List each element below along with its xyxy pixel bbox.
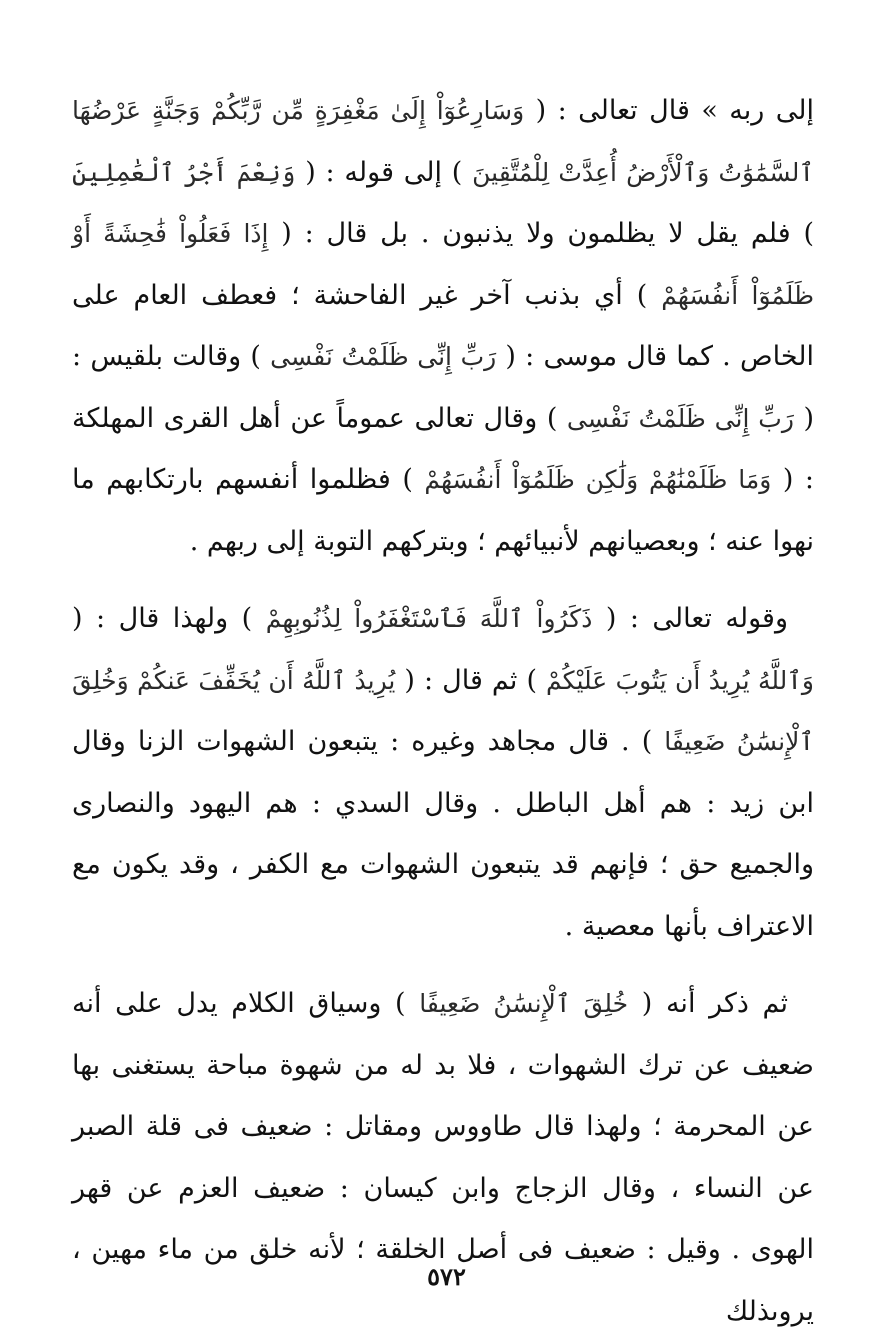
page-number: ٥٧٢ xyxy=(427,1262,466,1291)
text-segment: ثم ذكر أنه ( xyxy=(628,988,788,1019)
text-segment: ) فلم يقل لا يظلمون ولا يذنبون . بل قال : ( xyxy=(268,218,814,249)
text-segment: ) فظلموا أنفسهم بارتكابهم ما نهوا عنه ؛ وبعصيانهم لأنبيائهم ؛ وبتركهم التوبة إلى ربهم . xyxy=(72,464,814,557)
text-segment: ) وقال تعالى عموماً عن أهل القرى المهلكة : ( xyxy=(72,402,814,495)
text-segment: ) وقالت بلقيس : ( xyxy=(72,341,815,434)
quran-verse: رَبِّ إِنِّى ظَلَمْتُ نَفْسِى xyxy=(566,403,794,433)
text-segment: ) ثم قال : ( xyxy=(395,664,547,696)
text-segment: إلى ربه » قال تعالى : ( xyxy=(524,95,814,126)
quran-verse: وَنِعْمَ أَجْرُ ٱلْعَٰمِلِينَ xyxy=(72,157,296,187)
quran-verse: وَمَا ظَلَمْنَٰهُمْ وَلَٰكِن ظَلَمُوٓاْ أَنفُسَهُمْ xyxy=(424,465,772,494)
quran-verse: خُلِقَ ٱلْإِنسَٰنُ ضَعِيفًا xyxy=(419,989,629,1018)
quran-verse: وَٱللَّهُ يُرِيدُ أَن يَتُوبَ عَلَيْكُمْ xyxy=(546,665,814,695)
quran-verse: إِذَا فَعَلُواْ فَٰحِشَةً أَوْ ظَلَمُوٓاْ أَنفُسَهُمْ xyxy=(72,219,814,310)
text-segment: ) ولهذا قال : ( xyxy=(72,603,266,634)
quran-verse: ذَكَرُواْ ٱللَّهَ فَٱسْتَغْفَرُواْ لِذُنُوبِهِمْ xyxy=(265,604,593,633)
text-segment: ) . قال مجاهد وغيره : يتبعون الشهوات الزنا وقال ابن زيد : هم أهل الباطل . وقال السدي : هم اليهود والنصارى والجميع حق ؛ فإنهم قد يتبعون الشهوات مع الكفر ، وقد يكون مع الاعتراف بأنها معصية . xyxy=(72,726,814,942)
paragraph-1 xyxy=(72,80,814,572)
quran-verse: يُرِيدُ ٱللَّهُ أَن يُخَفِّفَ عَنكُمْ وَخُلِقَ ٱلْإِنسَٰنُ ضَعِيفًا xyxy=(72,665,814,756)
text-segment: ) إلى قوله : ( xyxy=(295,156,473,188)
paragraph-2 xyxy=(72,588,814,957)
quran-verse: وَسَارِعُوٓاْ إِلَىٰ مَغْفِرَةٍ مِّن رَّبِّكُمْ وَجَنَّةٍ عَرْضُهَا ٱلسَّمَٰوَٰتُ وَٱلْأَرْضُ أُعِدَّتْ لِلْمُتَّقِينَ xyxy=(72,96,814,187)
quran-verse: رَبِّ إِنِّى ظَلَمْتُ نَفْسِى xyxy=(270,342,497,371)
page-body xyxy=(72,80,814,1342)
text-segment: ) وسياق الكلام يدل على أنه ضعيف عن ترك الشهوات ، فلا بد له من شهوة مباحة يستغنى بها عن المحرمة ؛ ولهذا قال طاووس ومقاتل : ضعيف فى قلة الصبر عن النساء ، وقال الزجاج وابن كيسان : ضعيف العزم عن قهر الهوى . وقيل : ضعيف فى أصل الخلقة ؛ لأنه خلق من ماء مهين ، يروىذلك xyxy=(72,988,814,1327)
text-segment: ) أي بذنب آخر غير الفاحشة ؛ فعطف العام على الخاص . كما قال موسى : ( xyxy=(72,279,814,372)
text-segment: وقوله تعالى : ( xyxy=(592,603,788,634)
